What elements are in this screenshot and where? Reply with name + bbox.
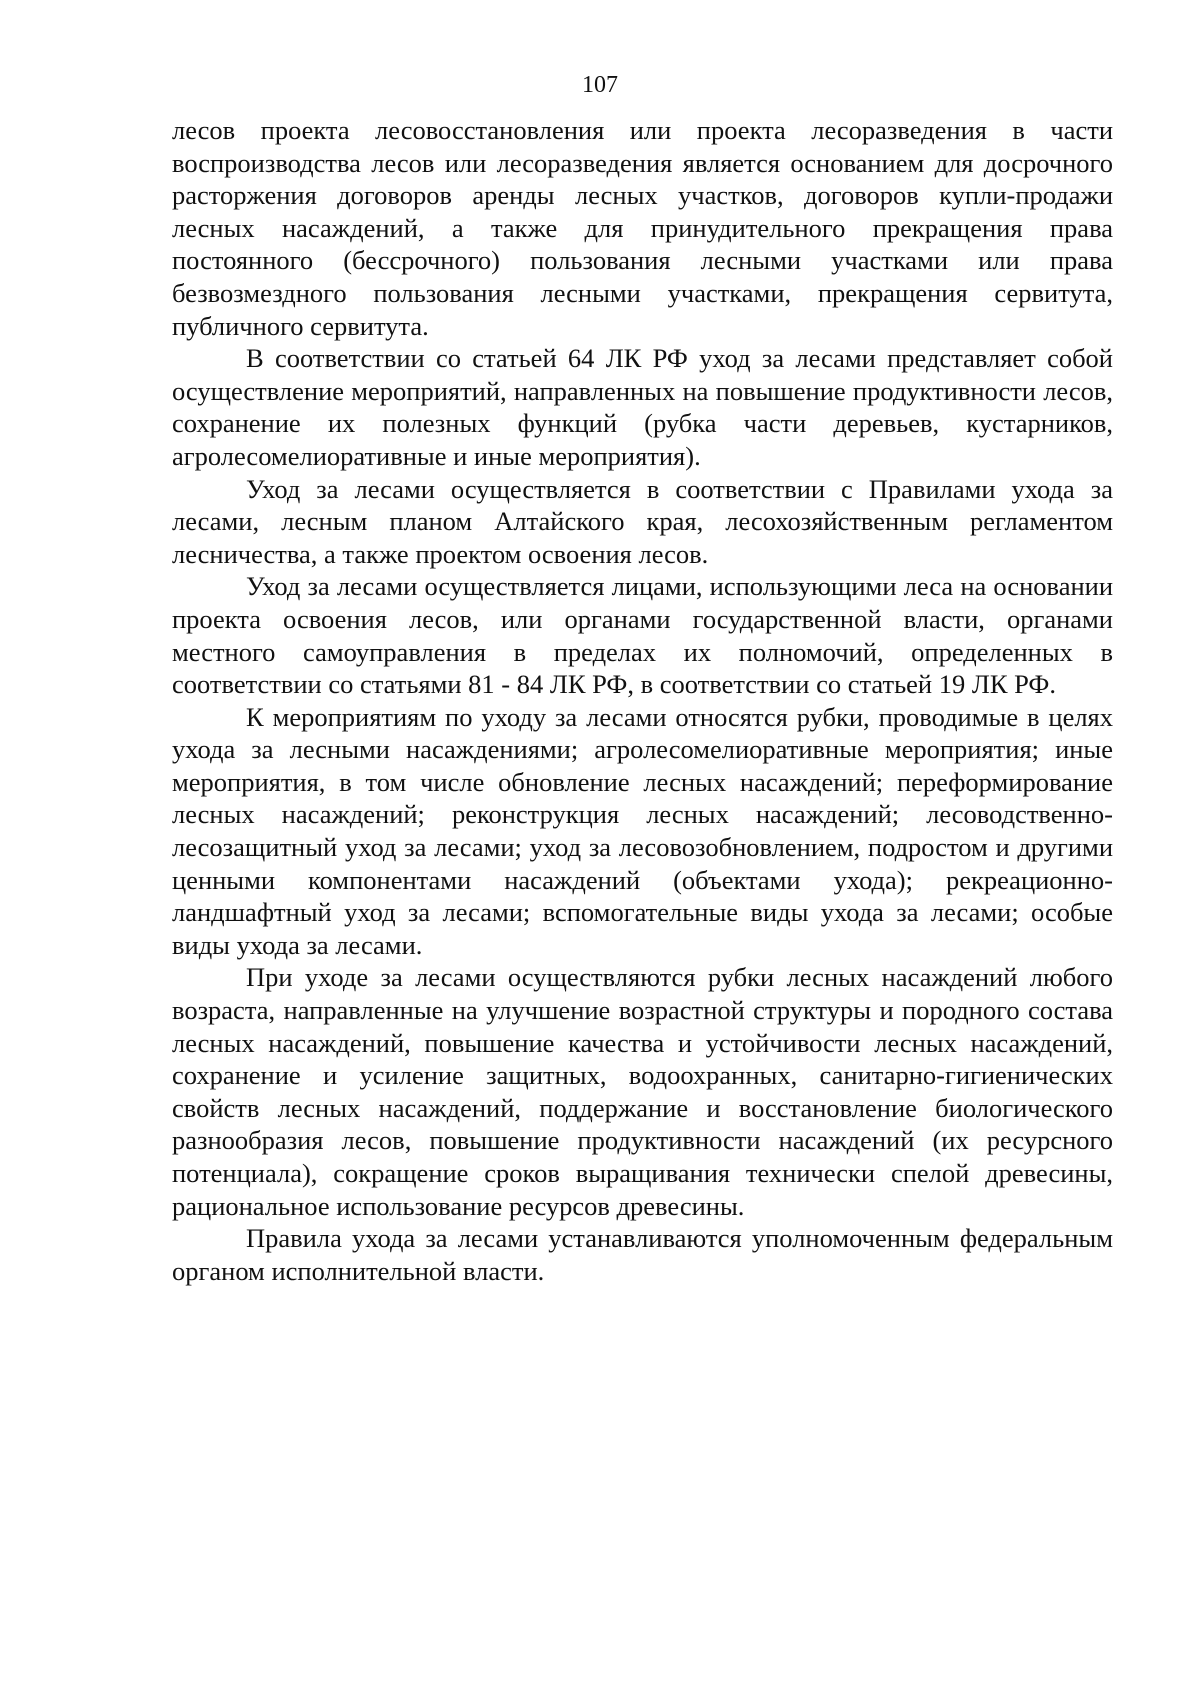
paragraph-2: В соответствии со статьей 64 ЛК РФ уход за лесами представляет собой осуществление мероприятий, направленных на повышение продуктивности лесов, сохранение их полезных функций (рубка части деревьев, кустарников, агролесомелиоративные и иные мероприятия). — [172, 343, 1113, 471]
paragraph-7: Правила ухода за лесами устанавливаются уполномоченным федеральным органом исполнительной власти. — [172, 1223, 1113, 1286]
paragraph-3: Уход за лесами осуществляется в соответствии с Правилами ухода за лесами, лесным планом Алтайского края, лесохозяйственным регламентом лесничества, а также проектом освоения лесов. — [172, 473, 1113, 569]
paragraph-6: При уходе за лесами осуществляются рубки лесных насаждений любого возраста, направленные на улучшение возрастной структуры и породного состава лесных насаждений, повышение качества и устойчивости лесных насаждений, сохранение и усиление защитных, водоохранных, санитарно-гигиенических свойств лесных насаждений, поддержание и восстановление биологического разнообразия лесов, повышение продуктивности насаждений (их ресурсного потенциала), сокращение сроков выращивания технически спелой древесины, рациональное использование ресурсов древесины. — [172, 962, 1113, 1221]
paragraph-4: Уход за лесами осуществляется лицами, использующими леса на основании проекта освоения лесов, или органами государственной власти, органами местного самоуправления в пределах их полномочий, определенных в соответствии со статьями 81 - 84 ЛК РФ, в соответствии со статьей 19 ЛК РФ. — [172, 571, 1113, 700]
paragraph-5: К мероприятиям по уходу за лесами относятся рубки, проводимые в целях ухода за лесными насаждениями; агролесомелиоративные мероприятия; иные мероприятия, в том числе обновление лесных насаждений; переформирование лесных насаждений; реконструкция лесных насаждений; лесоводственно-лесозащитный уход за лесами; уход за лесовозобновлением, подростом и другими ценными компонентами насаждений (объектами ухода); рекреационно-ландшафтный уход за лесами; вспомогательные виды ухода за лесами; особые виды ухода за лесами. — [172, 701, 1113, 960]
page-number: 107 — [582, 72, 618, 98]
paragraph-1: лесов проекта лесовосстановления или проекта лесоразведения в части воспроизводства лесов или лесоразведения является основанием для досрочного расторжения договоров аренды лесных участков, договоров купли-продажи лесных насаждений, а также для принудительного прекращения права постоянного (бессрочного) пользования лесными участками или права безвозмездного пользования лесными участками, прекращения сервитута, публичного сервитута. — [172, 115, 1113, 341]
document-body — [172, 114, 1113, 1287]
